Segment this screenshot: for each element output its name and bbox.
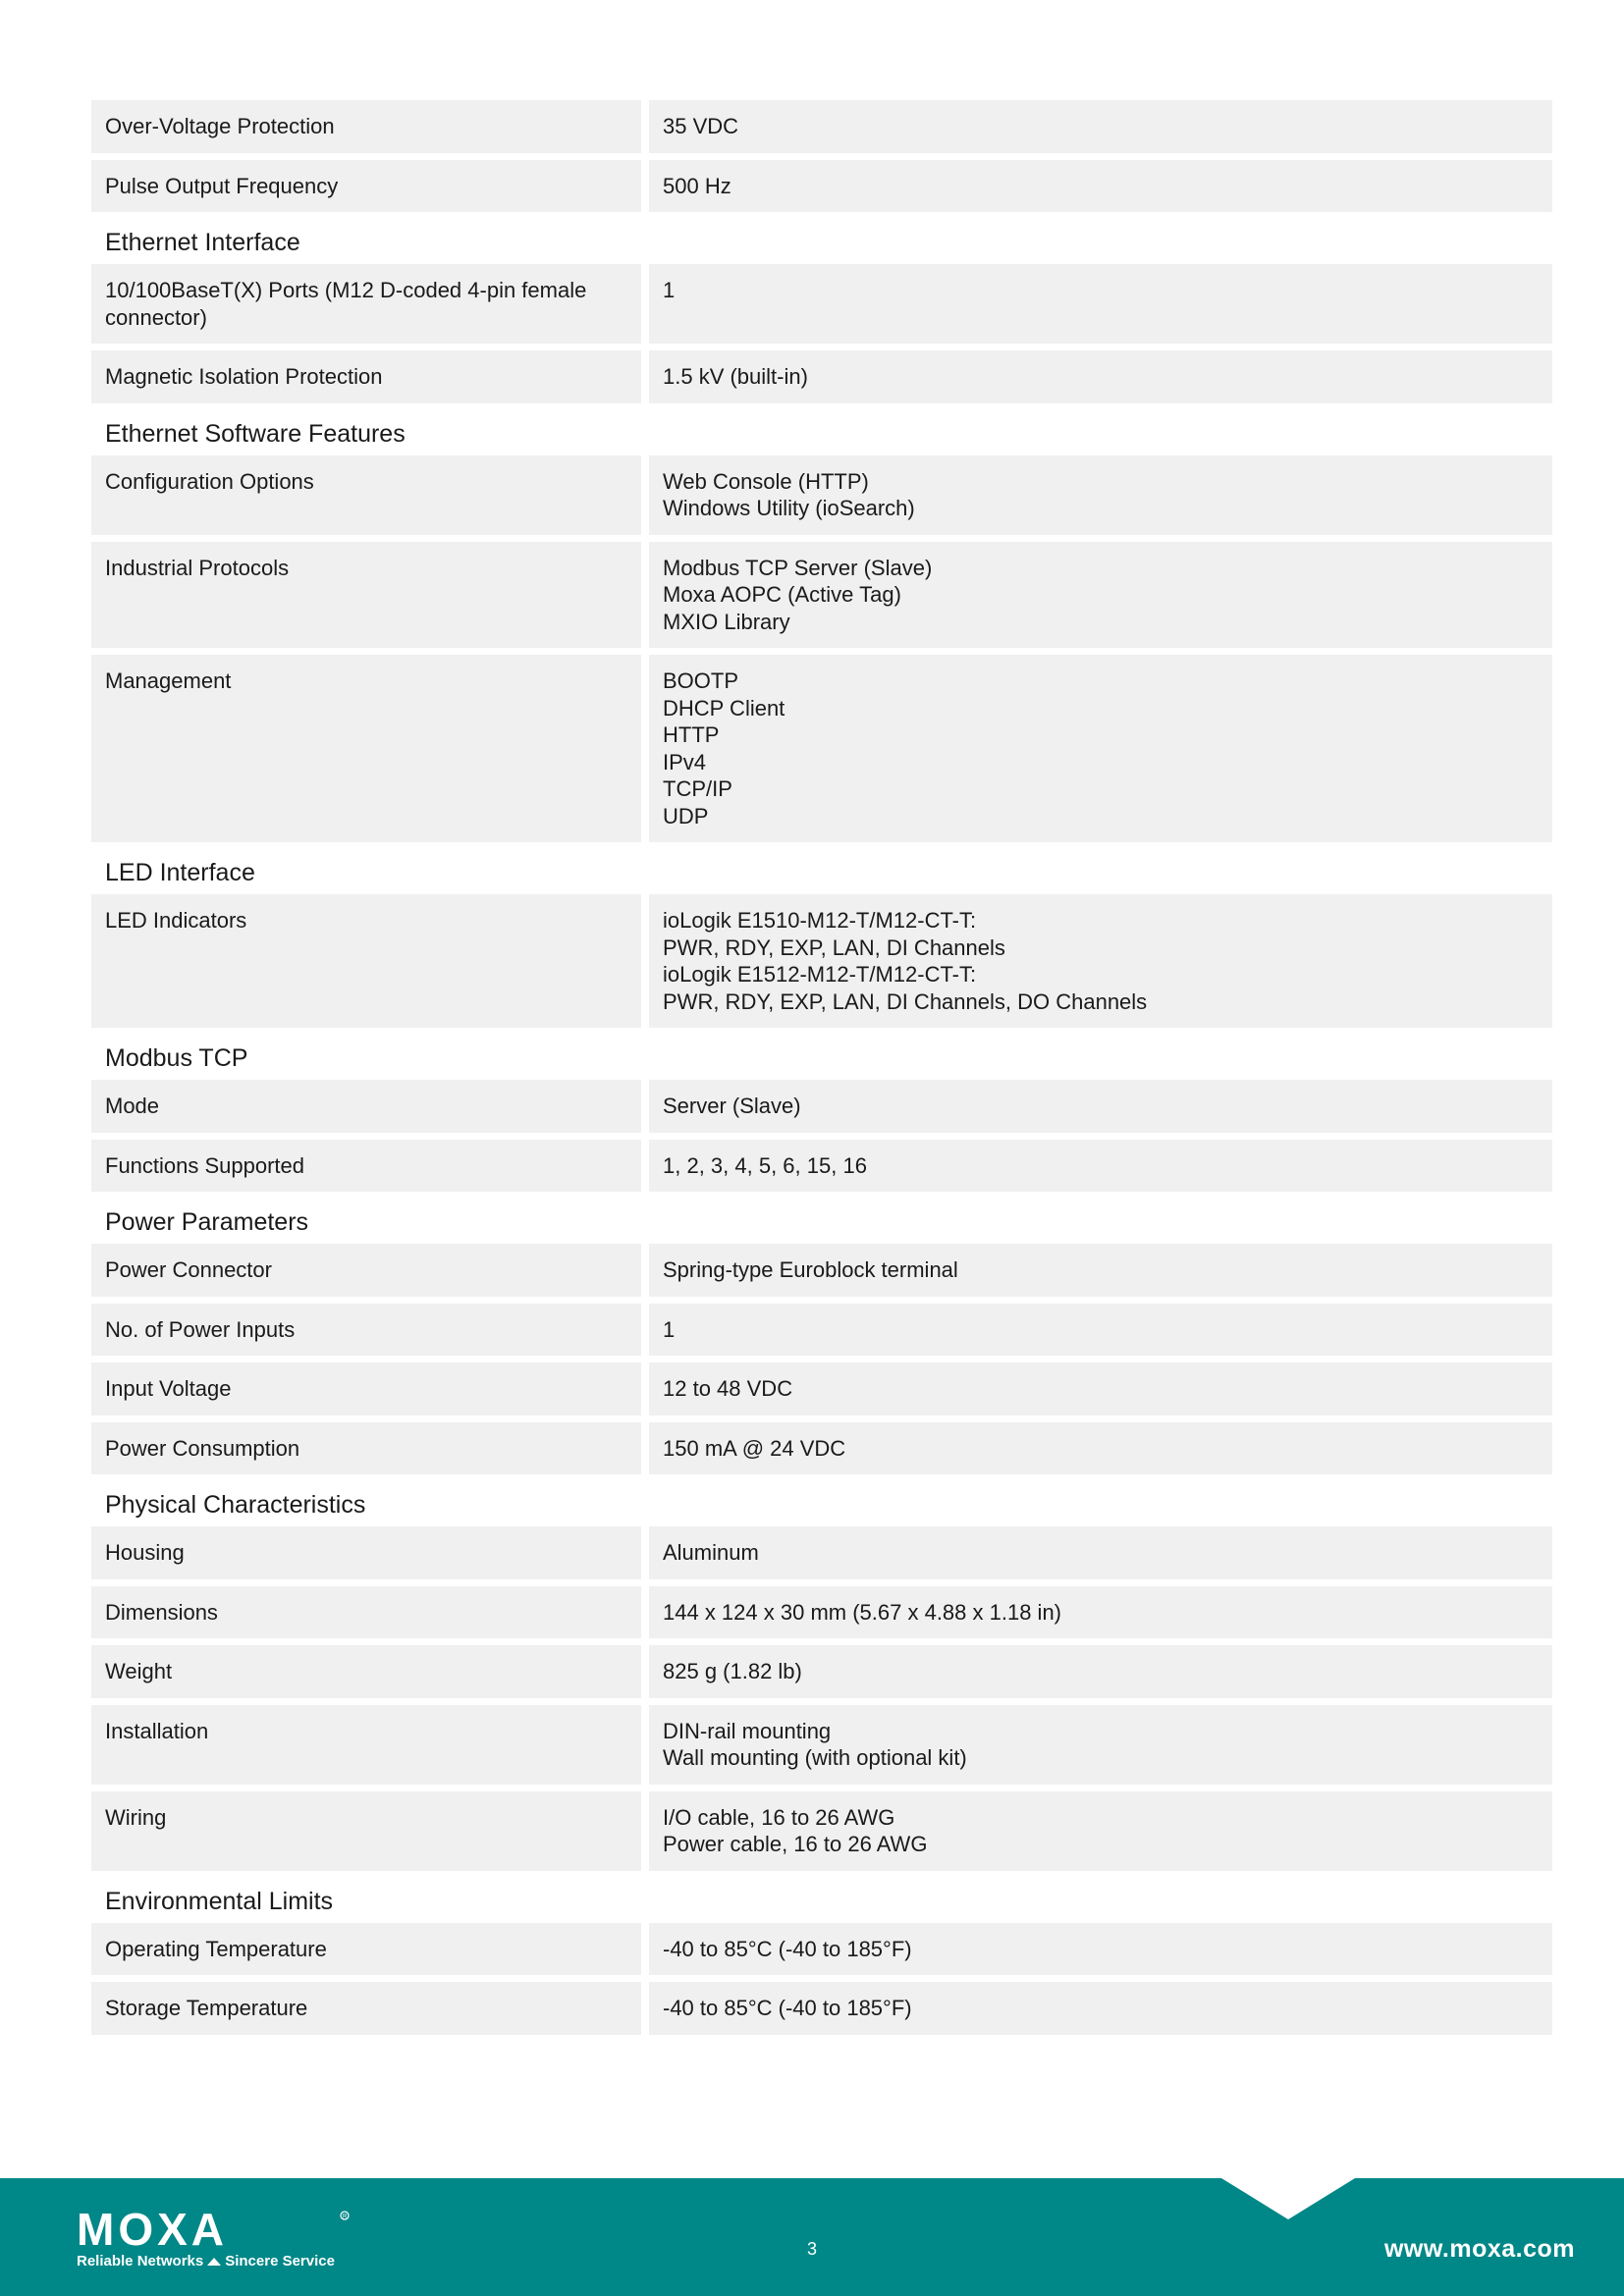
spec-label: Input Voltage — [91, 1362, 641, 1415]
tagline-left: Reliable Networks — [77, 2253, 204, 2269]
spec-value: 12 to 48 VDC — [649, 1362, 1552, 1415]
footer-tagline — [77, 2253, 335, 2269]
spec-row — [91, 1140, 1552, 1193]
spec-section — [91, 410, 1552, 843]
page-number: 3 — [806, 2239, 817, 2259]
spec-row — [91, 655, 1552, 842]
spec-value: -40 to 85°C (-40 to 185°F) — [649, 1982, 1552, 2035]
spec-row — [91, 1645, 1552, 1698]
spec-value: 825 g (1.82 lb) — [649, 1645, 1552, 1698]
spec-label: Configuration Options — [91, 455, 641, 535]
spec-label: Operating Temperature — [91, 1923, 641, 1976]
spec-value: DIN-rail mounting Wall mounting (with optional kit) — [649, 1705, 1552, 1785]
spec-row — [91, 1080, 1552, 1133]
spec-label: Dimensions — [91, 1586, 641, 1639]
spec-row — [91, 1526, 1552, 1579]
spec-label: Management — [91, 655, 641, 842]
section-title: Modbus TCP — [105, 1044, 248, 1072]
spec-table — [91, 100, 1552, 2042]
spec-value: 150 mA @ 24 VDC — [649, 1422, 1552, 1475]
spec-row — [91, 350, 1552, 403]
spec-row — [91, 1586, 1552, 1639]
tagline-separator-icon — [207, 2257, 221, 2267]
spec-label: 10/100BaseT(X) Ports (M12 D-coded 4-pin female connector) — [91, 264, 641, 344]
spec-value: BOOTP DHCP Client HTTP IPv4 TCP/IP UDP — [649, 655, 1552, 842]
spec-section — [91, 1199, 1552, 1474]
spec-row — [91, 542, 1552, 649]
spec-value: 35 VDC — [649, 100, 1552, 153]
spec-section — [91, 1878, 1552, 2035]
spec-section — [91, 100, 1552, 212]
spec-label: Power Connector — [91, 1244, 641, 1297]
spec-value: 1 — [649, 1304, 1552, 1357]
spec-row — [91, 1304, 1552, 1357]
spec-value: 1 — [649, 264, 1552, 344]
spec-row — [91, 455, 1552, 535]
spec-row — [91, 1791, 1552, 1871]
moxa-logo — [77, 2210, 352, 2249]
spec-value: ioLogik E1510-M12-T/M12-CT-T: PWR, RDY, EXP, LAN, DI Channels ioLogik E1512-M12-T/M12-CT-T: PWR, RDY, EXP, LAN, DI Channels, DO Channels — [649, 894, 1552, 1028]
spec-section — [91, 219, 1552, 403]
spec-label: Mode — [91, 1080, 641, 1133]
spec-label: Magnetic Isolation Protection — [91, 350, 641, 403]
moxa-logo-wordmark — [77, 2210, 352, 2249]
section-title: Physical Characteristics — [105, 1491, 366, 1519]
spec-section — [91, 1035, 1552, 1192]
spec-value: Web Console (HTTP) Windows Utility (ioSearch) — [649, 455, 1552, 535]
spec-value: 144 x 124 x 30 mm (5.67 x 4.88 x 1.18 in) — [649, 1586, 1552, 1639]
spec-section — [91, 1481, 1552, 1871]
spec-label: Functions Supported — [91, 1140, 641, 1193]
spec-row — [91, 1244, 1552, 1297]
spec-value: I/O cable, 16 to 26 AWG Power cable, 16 to 26 AWG — [649, 1791, 1552, 1871]
spec-value: Modbus TCP Server (Slave) Moxa AOPC (Active Tag) MXIO Library — [649, 542, 1552, 649]
spec-label: Storage Temperature — [91, 1982, 641, 2035]
section-title: Ethernet Interface — [105, 229, 300, 256]
website-link[interactable]: www.moxa.com — [1383, 2235, 1575, 2263]
section-title: Power Parameters — [105, 1208, 309, 1236]
spec-label: Pulse Output Frequency — [91, 160, 641, 213]
spec-row — [91, 1422, 1552, 1475]
spec-value: Spring-type Euroblock terminal — [649, 1244, 1552, 1297]
spec-row — [91, 1923, 1552, 1976]
spec-section — [91, 849, 1552, 1028]
spec-row — [91, 1982, 1552, 2035]
spec-row — [91, 160, 1552, 213]
spec-label: Over-Voltage Protection — [91, 100, 641, 153]
footer-notch-shape — [1221, 2178, 1355, 2219]
spec-value: 1, 2, 3, 4, 5, 6, 15, 16 — [649, 1140, 1552, 1193]
tagline-right: Sincere Service — [225, 2253, 335, 2269]
spec-value: -40 to 85°C (-40 to 185°F) — [649, 1923, 1552, 1976]
spec-row — [91, 894, 1552, 1028]
spec-label: Housing — [91, 1526, 641, 1579]
spec-label: LED Indicators — [91, 894, 641, 1028]
spec-label: No. of Power Inputs — [91, 1304, 641, 1357]
section-title: Ethernet Software Features — [105, 419, 406, 448]
spec-value: Aluminum — [649, 1526, 1552, 1579]
svg-text:MOXA: MOXA — [77, 2210, 228, 2249]
spec-label: Installation — [91, 1705, 641, 1785]
section-title: LED Interface — [105, 859, 255, 886]
spec-label: Wiring — [91, 1791, 641, 1871]
section-title: Environmental Limits — [105, 1887, 334, 1915]
spec-value: Server (Slave) — [649, 1080, 1552, 1133]
spec-value: 500 Hz — [649, 160, 1552, 213]
spec-label: Industrial Protocols — [91, 542, 641, 649]
spec-label: Weight — [91, 1645, 641, 1698]
page-footer — [0, 2178, 1624, 2296]
spec-row — [91, 100, 1552, 153]
spec-row — [91, 1705, 1552, 1785]
spec-value: 1.5 kV (built-in) — [649, 350, 1552, 403]
spec-row — [91, 264, 1552, 344]
spec-label: Power Consumption — [91, 1422, 641, 1475]
spec-row — [91, 1362, 1552, 1415]
svg-text:R: R — [343, 2214, 348, 2220]
